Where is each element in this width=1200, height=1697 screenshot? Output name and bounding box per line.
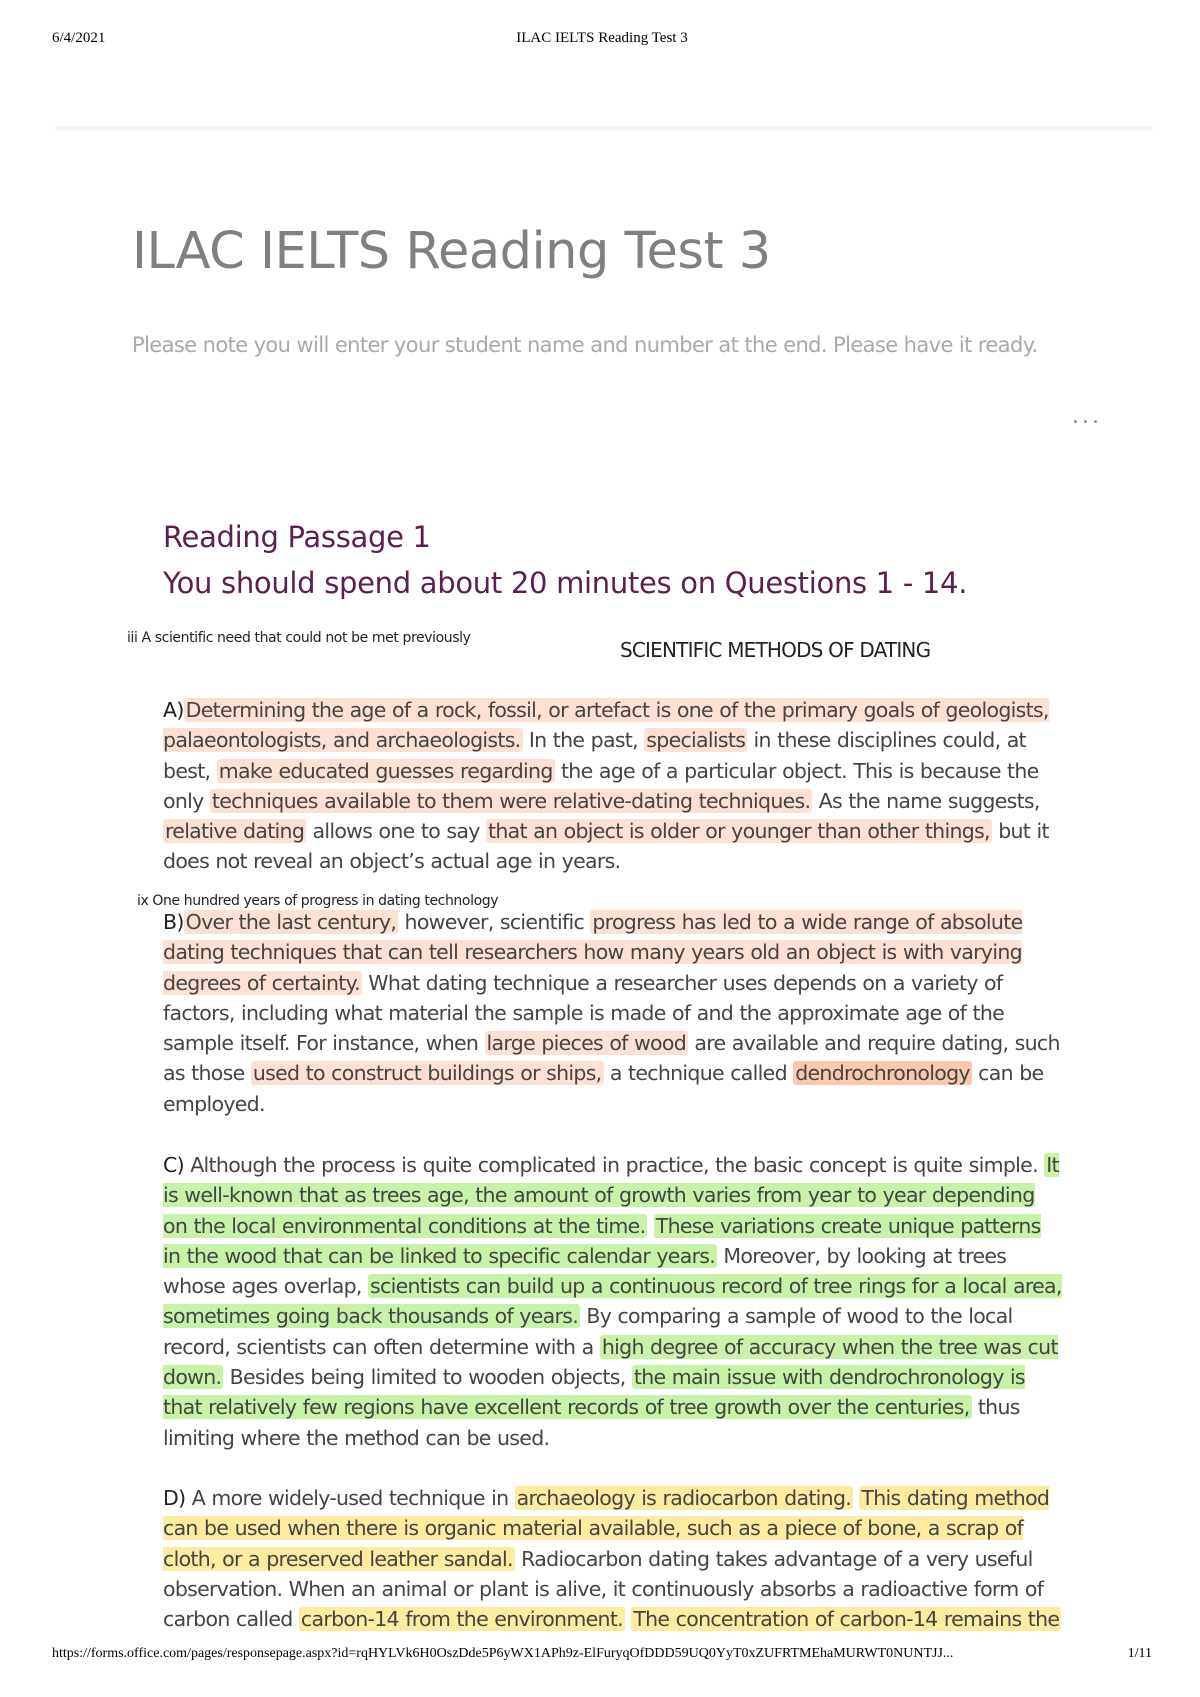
text-run: Besides being limited to wooden objects,	[223, 1365, 632, 1390]
highlight: relative dating	[165, 819, 305, 844]
text-run: thus limiting where the method can be used.	[163, 1395, 1020, 1450]
paragraph-d	[163, 1483, 1063, 1634]
highlight: scientists can build up a continuous record of tree rings for a local area, sometimes going back thousands of years.	[163, 1274, 1062, 1329]
text-run: Radiocarbon dating takes advantage of a very useful observation. When an animal or plant is alive, it continuously absorbs a radioactive form of carbon called	[163, 1546, 1044, 1632]
form-title: ILAC IELTS Reading Test 3	[132, 222, 771, 281]
highlight: It is well-known that as trees age, the amount of growth varies from year to year depending on the local environmental conditions at the time.	[163, 1153, 1059, 1238]
highlight: used to construct buildings or ships,	[252, 1061, 602, 1086]
paragraph-label: B)	[163, 910, 184, 934]
paragraph-label: A)	[163, 698, 184, 722]
text-run: but it does not reveal an object’s actual age in years.	[163, 819, 1049, 874]
highlight: high degree of accuracy when the tree was cut down.	[163, 1334, 1058, 1390]
paragraph-b	[163, 907, 1063, 1119]
passage-title: SCIENTIFIC METHODS OF DATING	[620, 638, 931, 662]
more-options-icon[interactable]: ...	[1072, 404, 1102, 429]
highlight: archaeology is radiocarbon dating.	[516, 1486, 852, 1510]
text-run: are available and require dating, such as those	[163, 1031, 1060, 1086]
text-run: the age of a particular object. This is because the only	[163, 758, 1039, 813]
text-run: By comparing a sample of wood to the local record, scientists can often determine with a	[163, 1304, 1013, 1359]
text-run: Moreover, by looking at trees whose ages overlap,	[163, 1243, 1007, 1299]
text-run	[647, 1214, 653, 1238]
highlight: progress has led to a wide range of absolute dating techniques that can tell researchers how many years old an object is with varying degrees of certainty.	[163, 910, 1023, 995]
text-run: in these disciplines could, at best,	[163, 728, 1026, 783]
form-description: Please note you will enter your student name and number at the end. Please have it ready.	[132, 333, 1038, 357]
text-run: Although the process is quite complicated in practice, the basic concept is quite simple.	[183, 1153, 1045, 1177]
paragraph-c	[163, 1150, 1063, 1453]
form-header-divider	[55, 126, 1153, 131]
highlight: Over the last century,	[185, 910, 397, 934]
text-run: In the past,	[522, 728, 645, 753]
print-title: ILAC IELTS Reading Test 3	[516, 30, 688, 46]
handwritten-note-1: iii A scientific need that could not be met previously	[127, 630, 471, 646]
print-date: 6/4/2021	[52, 30, 106, 46]
text-run: a technique called	[603, 1061, 794, 1086]
highlight: The concentration of carbon-14 remains the	[633, 1607, 1060, 1632]
highlight: dendrochronology	[795, 1061, 970, 1086]
text-run: A more widely-used technique in	[185, 1486, 515, 1510]
highlight: make educated guesses regarding	[218, 758, 553, 783]
text-run: As the name suggests,	[812, 788, 1040, 813]
page-url: https://forms.office.com/pages/responsepage.aspx?id=rqHYLVk6H0OszDde5P6yWX1APh9z-ElFuryqOfDDD59UQ0YyT0xZUFRTMEhaMURWT0NUNTJJ...	[52, 1646, 954, 1661]
paragraph-label: D)	[163, 1486, 186, 1510]
paragraph-label: C)	[163, 1153, 184, 1177]
highlight: large pieces of wood	[486, 1031, 687, 1056]
text-run: allows one to say	[306, 819, 486, 844]
highlight: techniques available to them were relative-dating techniques.	[211, 788, 811, 813]
page-number: 1/11	[1127, 1646, 1152, 1661]
highlight: that an object is older or younger than other things,	[487, 819, 990, 844]
highlight: specialists	[646, 728, 746, 753]
highlight: These variations create unique patterns in the wood that can be linked to specific calendar years.	[163, 1213, 1041, 1268]
section-subheading: You should spend about 20 minutes on Questions 1 - 14.	[163, 566, 968, 600]
section-heading: Reading Passage 1	[163, 520, 431, 554]
highlight: This dating method can be used when there is organic material available, such as a piece of bone, a scrap of cloth, or a preserved leather sandal.	[163, 1486, 1050, 1571]
highlight: carbon-14 from the environment.	[300, 1607, 623, 1632]
highlight: the main issue with dendrochronology is that relatively few regions have excellent records of tree growth over the centuries,	[163, 1365, 1025, 1420]
paragraph-a	[163, 695, 1063, 877]
handwritten-note-2: ix One hundred years of progress in dating technology	[137, 893, 499, 909]
highlight: Determining the age of a rock, fossil, or artefact is one of the primary goals of geologists, palaeontologists, and archaeologists.	[163, 698, 1049, 753]
text-run: can be employed.	[163, 1061, 1044, 1116]
text-run: What dating technique a researcher uses depends on a variety of factors, including what material the sample is made of and the approximate age of the sample itself. For instance, when	[163, 970, 1005, 1056]
text-run: however, scientific	[398, 910, 591, 934]
